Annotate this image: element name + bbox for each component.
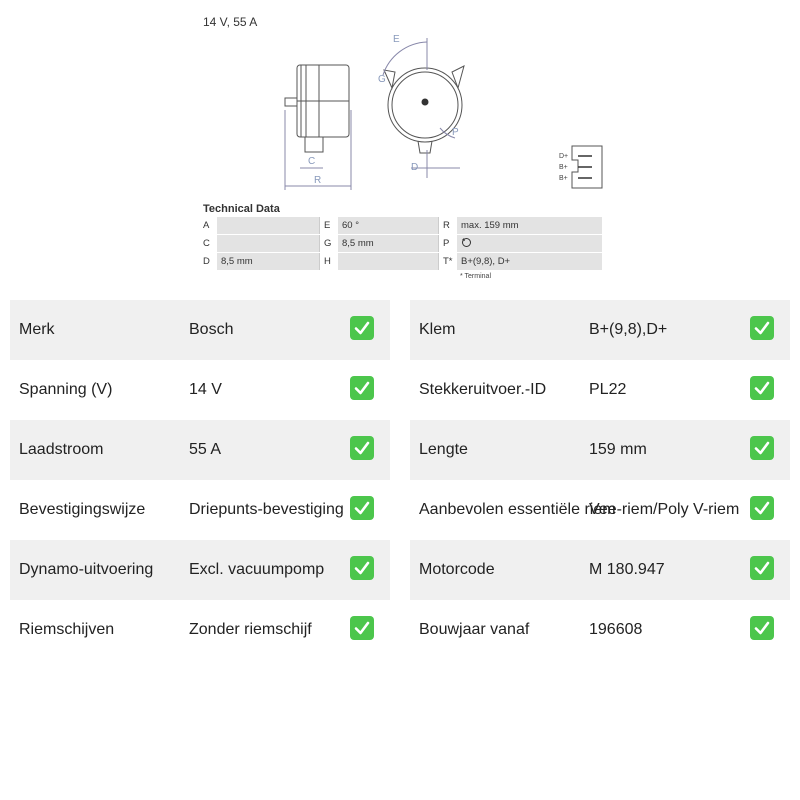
spec-row-klem bbox=[410, 300, 790, 360]
dim-label-c: C bbox=[308, 156, 316, 167]
check-icon bbox=[350, 376, 374, 400]
spec-label: Motorcode bbox=[419, 561, 495, 578]
spec-row-aanbevolen-riem bbox=[410, 480, 790, 540]
spec-value: Driepunts-bevestiging bbox=[189, 501, 344, 518]
check-icon bbox=[350, 316, 374, 340]
spec-value: Excl. vacuumpomp bbox=[189, 561, 325, 578]
spec-label: Klem bbox=[419, 321, 456, 338]
spec-label: Dynamo-uitvoering bbox=[19, 561, 154, 578]
spec-value: Zonder riemschijf bbox=[189, 621, 312, 638]
technical-data-table bbox=[199, 217, 602, 271]
spec-label: Merk bbox=[19, 321, 55, 338]
spec-list-left bbox=[10, 300, 390, 660]
alternator-spec-heading: 14 V, 55 A bbox=[203, 15, 258, 29]
spec-value: 159 mm bbox=[589, 441, 647, 458]
check-icon bbox=[750, 316, 774, 340]
check-icon bbox=[350, 556, 374, 580]
spec-value: PL22 bbox=[589, 381, 627, 398]
dim-label-g: G bbox=[378, 74, 386, 85]
spec-label: Laadstroom bbox=[19, 441, 104, 458]
spec-row-laadstroom bbox=[10, 420, 390, 480]
spec-value: Bosch bbox=[189, 321, 234, 338]
spec-value: Vee-riem/Poly V-riem bbox=[589, 501, 740, 518]
check-icon bbox=[750, 376, 774, 400]
table-row: C G 8,5 mm P bbox=[199, 235, 602, 253]
spec-row-dynamo-uitvoering bbox=[10, 540, 390, 600]
technical-data-title: Technical Data bbox=[203, 203, 280, 215]
terminal-label-d-plus: D+ bbox=[559, 153, 569, 160]
spec-label: Riemschijven bbox=[19, 621, 115, 638]
check-icon bbox=[350, 496, 374, 520]
terminal-footnote: * Terminal bbox=[460, 273, 491, 280]
check-icon bbox=[750, 436, 774, 460]
dim-label-e: E bbox=[393, 34, 400, 45]
check-icon bbox=[350, 616, 374, 640]
dim-label-d: D bbox=[411, 162, 419, 173]
alternator-technical-drawing bbox=[270, 30, 610, 195]
table-row: D 8,5 mm H T* B+(9,8), D+ bbox=[199, 253, 602, 271]
spec-value: 196608 bbox=[589, 621, 643, 638]
pulley-rotation-icon bbox=[461, 237, 472, 248]
check-icon bbox=[750, 616, 774, 640]
spec-row-bouwjaar bbox=[410, 600, 790, 660]
check-icon bbox=[750, 556, 774, 580]
spec-row-merk bbox=[10, 300, 390, 360]
spec-value: 55 A bbox=[189, 441, 222, 458]
terminal-label-b-plus: B+ bbox=[559, 164, 568, 171]
spec-label: Spanning (V) bbox=[19, 381, 113, 398]
spec-list-right bbox=[410, 300, 790, 660]
table-row: A E 60 ° R max. 159 mm bbox=[199, 217, 602, 235]
spec-value: 14 V bbox=[189, 381, 222, 398]
spec-label: Stekkeruitvoer.-ID bbox=[419, 381, 547, 398]
spec-row-lengte bbox=[410, 420, 790, 480]
dim-label-r: R bbox=[314, 175, 322, 186]
spec-label: Aanbevolen essentiële riem bbox=[419, 501, 616, 518]
spec-row-riemschijven bbox=[10, 600, 390, 660]
spec-row-spanning bbox=[10, 360, 390, 420]
spec-value: B+(9,8),D+ bbox=[589, 321, 668, 338]
terminal-label-b-plus-2: B+ bbox=[559, 175, 568, 182]
spec-row-motorcode bbox=[410, 540, 790, 600]
spec-label: Bevestigingswijze bbox=[19, 501, 146, 518]
spec-row-bevestigingswijze bbox=[10, 480, 390, 540]
spec-row-stekkeruitvoer bbox=[410, 360, 790, 420]
check-icon bbox=[350, 436, 374, 460]
spec-label: Lengte bbox=[419, 441, 468, 458]
spec-label: Bouwjaar vanaf bbox=[419, 621, 530, 638]
spec-value: M 180.947 bbox=[589, 561, 665, 578]
dim-label-p: P bbox=[452, 127, 459, 138]
check-icon bbox=[750, 496, 774, 520]
